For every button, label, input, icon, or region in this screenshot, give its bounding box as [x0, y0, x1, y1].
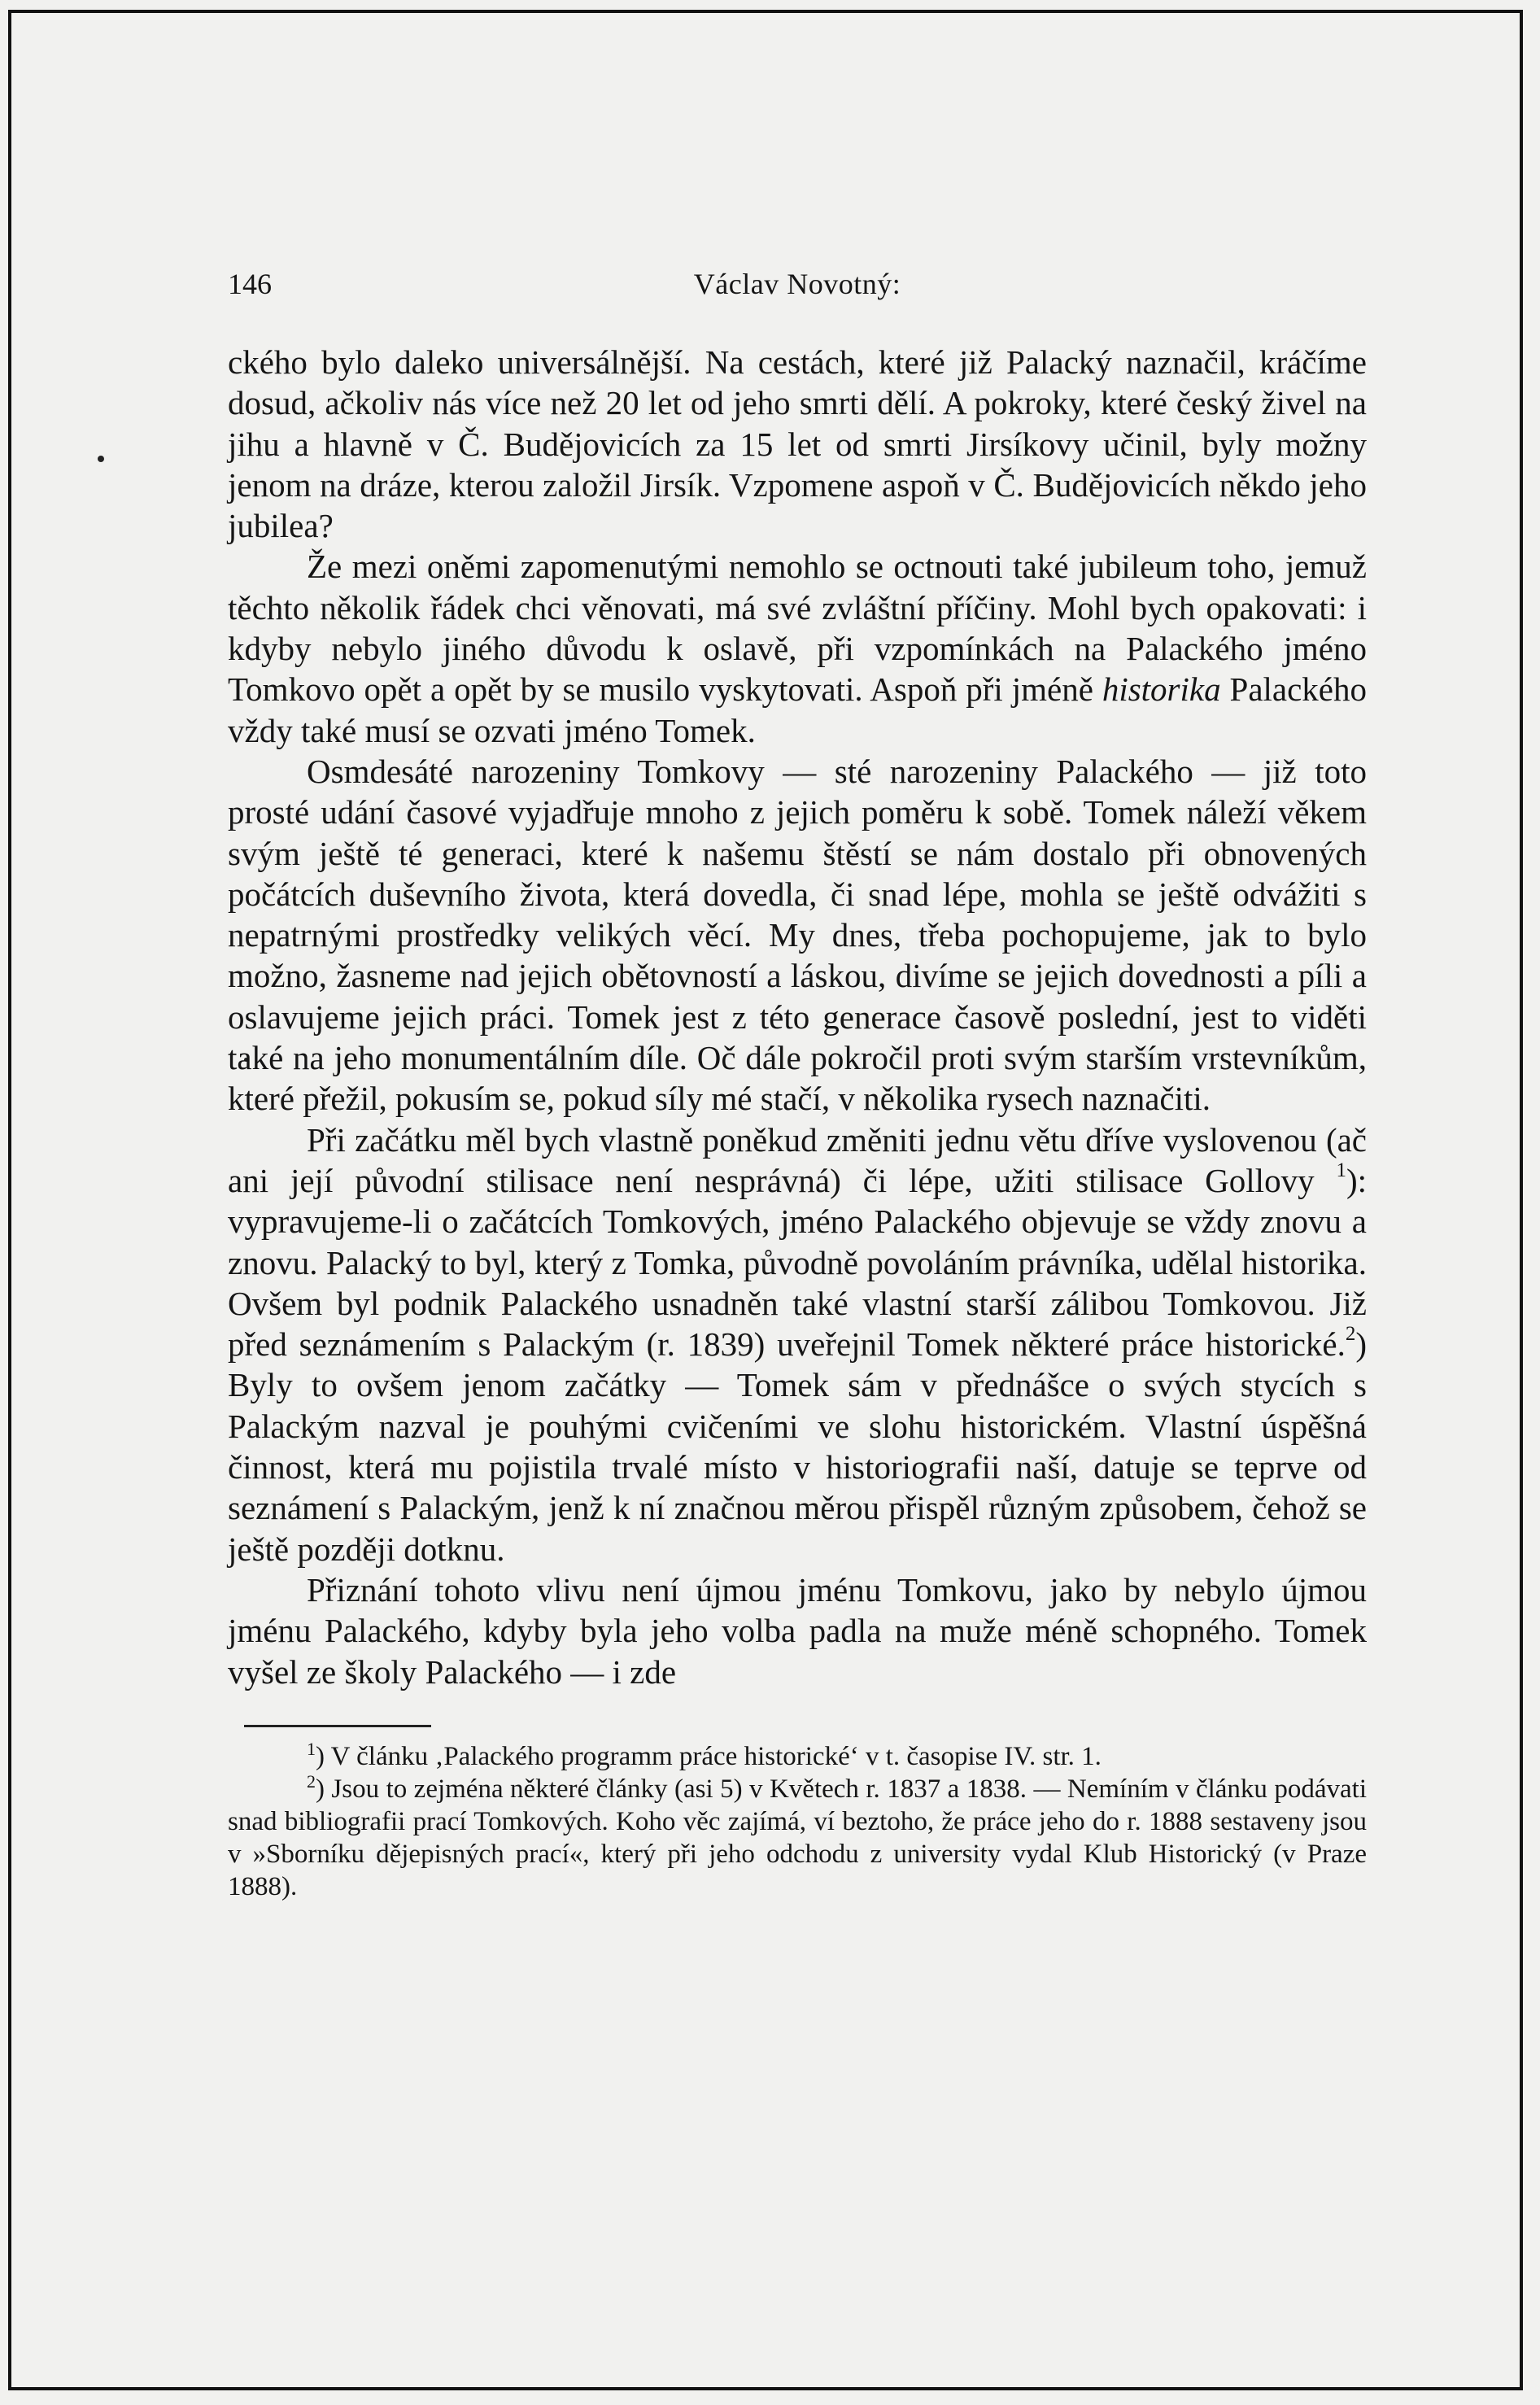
- footnote-reference: 2: [1345, 1323, 1356, 1346]
- footnote-reference: 1: [1336, 1159, 1346, 1181]
- footnote: [228, 1770, 1367, 1903]
- footnote-mark: 2: [307, 1770, 316, 1792]
- footnote-text: ) Jsou to zejména některé články (asi 5) v Květech r. 1837 a 1838. — Nemíním v článku podávati snad bibliografii prací Tomkových. Koho věc zajímá, ví beztoho, že práce jeho do r. 1888 sestaveny jsou v »Sborníku dějepisných prací«, který při jeho odchodu z university vydal Klub Historický (v Praze 1888).: [228, 1774, 1367, 1901]
- paragraph: [228, 1569, 1367, 1692]
- paragraph-text: Přiznání tohoto vlivu není újmou jménu Tomkovu, jako by nebylo újmou jménu Palackého, kdyby byla jeho volba padla na muže méně schopného. Tomek vyšel ze školy Palackého — i zde: [228, 1570, 1367, 1691]
- page-number: 146: [228, 268, 272, 300]
- emphasis-text: historika: [1102, 670, 1221, 709]
- paragraph-text: Že mezi oněmi zapomenutými nemohlo se octnouti také jubileum toho, jemuž těchto několik řádek chci věnovati, má své zvláštní příčiny. Mohl bych opakovati: i kdyby nebylo jiného důvodu k oslavě, při vzpomínkách na Palackého jméno Tomkovo opět a opět by se musilo vyskytovati. Aspoň při jméně: [228, 548, 1367, 709]
- running-header: [228, 244, 1367, 300]
- paragraph: [228, 546, 1367, 750]
- footnote: [228, 1740, 1367, 1773]
- paragraph-text: Při začátku měl bych vlastně poněkud změniti jednu větu dříve vyslovenou (ač ani její původní stilisace není nesprávná) či lépe, užiti stilisace Gollovy: [228, 1120, 1367, 1199]
- body-text: [228, 342, 1367, 1692]
- paragraph-text: ): vypravujeme-li o začátcích Tomkových, jméno Palackého objevuje se vždy znovu a znovu. Palacký to byl, který z Tomka, původně povoláním právníka, udělal historika. Ovšem byl podnik Palackého usnadněn také vlastní starší zálibou Tomkovou. Již před seznámením s Palackým (r. 1839) uveřejnil Tomek některé práce historické.: [228, 1161, 1367, 1364]
- paragraph-text: Palackého vždy také musí se ozvati jméno Tomek.: [228, 670, 1367, 749]
- footnote-text: ) V článku ‚Palackého programm práce historické‘ v t. časopise IV. str. 1.: [316, 1741, 1102, 1771]
- paragraph: [228, 751, 1367, 1120]
- running-title: Václav Novotný:: [693, 268, 901, 300]
- margin-speck: [98, 456, 104, 462]
- paragraph: [228, 1120, 1367, 1569]
- footnotes: [228, 1725, 1367, 1903]
- footnote-mark: 1: [307, 1738, 316, 1759]
- paragraph-text: Osmdesáté narozeniny Tomkovy — sté narozeniny Palackého — již toto prosté udání časové vyjadřuje mnoho z jejich poměru k sobě. Tomek náleží věkem svým ještě té generaci, které k našemu štěstí se nám dostalo při obnovených počátcích duševního života, která dovedla, či snad lépe, mohla se ještě odvážiti s nepatrnými prostředky velikých věcí. My dnes, třeba pochopujeme, jak to bylo možno, žasneme nad jejich obětovností a láskou, divíme se jejich dovednosti a píli a oslavujeme jejich práci. Tomek jest z této generace časově poslední, jest to viděti také na jeho monumentálním díle. Oč dále pokročil proti svým starším vrstevníkům, které přežil, pokusím se, pokud síly mé stačí, v několika rysech naznačiti.: [228, 752, 1367, 1118]
- footnote-separator: [244, 1725, 431, 1727]
- page-content: [228, 244, 1367, 1903]
- paragraph-text: ) Byly to ovšem jenom začátky — Tomek sám v přednášce o svých stycích s Palackým nazval je pouhými cvičeními ve slohu historickém. Vlastní úspěšná činnost, která mu pojistila trvalé místo v historiografii naší, datuje se teprve od seznámení s Palackým, jenž k ní značnou měrou přispěl různým způsobem, čehož se ještě později dotknu.: [228, 1325, 1367, 1568]
- paragraph: [228, 342, 1367, 546]
- paragraph-text: ckého bylo daleko universálnější. Na cestách, které již Palacký naznačil, kráčíme dosud, ačkoliv nás více než 20 let od jeho smrti dělí. A pokroky, které český živel na jihu a hlavně v Č. Budějovicích za 15 let od smrti Jirsíkovy učinil, byly možny jenom na dráze, kterou založil Jirsík. Vzpomene aspoň v Č. Budějovicích někdo jeho jubilea?: [228, 343, 1367, 545]
